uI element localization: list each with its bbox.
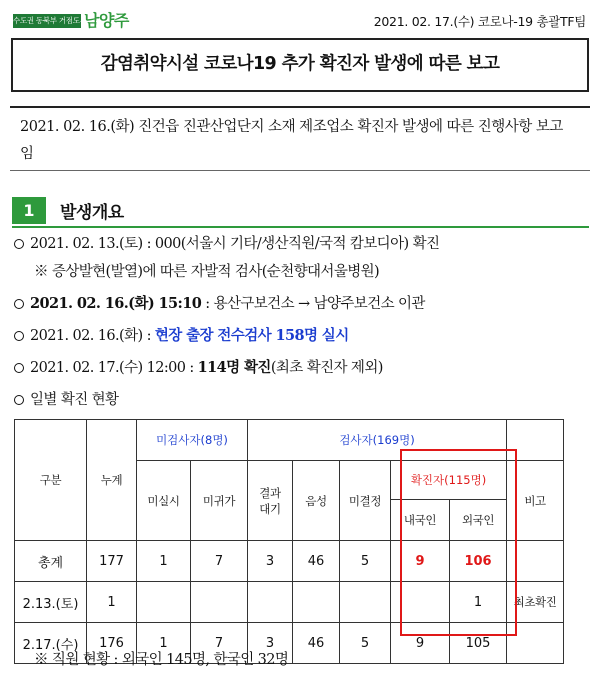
cell-undecided: 5: [340, 623, 391, 664]
section-underline: [12, 226, 589, 228]
cell-note: [507, 623, 564, 664]
section-number: 1: [12, 197, 46, 224]
header-domestic: 내국인: [391, 500, 450, 541]
document-title: 감염취약시설 코로나19 추가 확진자 발생에 따른 보고: [100, 54, 500, 74]
header-note: 비고: [507, 461, 564, 541]
staff-footnote: ※ 직원 현황 : 외국인 145명, 한국인 32명: [34, 652, 289, 668]
cell-total: 1: [87, 582, 137, 623]
bullet-onsite-test: 2021. 02. 16.(화) : 현장 출장 전수검사 158명 실시: [14, 324, 349, 345]
header-not-returned: 미귀가: [191, 461, 248, 541]
daily-cases-table: [14, 419, 564, 664]
cell-not-returned: 7: [191, 541, 248, 582]
bullet-transfer: 2021. 02. 16.(화) 15:10 : 용산구보건소 → 남양주보건소 이관: [14, 292, 425, 313]
cell-not-returned: [191, 582, 248, 623]
cell-domestic: [391, 582, 450, 623]
header-confirmed: 확진자(115명): [391, 461, 507, 500]
bullet-daily-status: 일별 확진 현황: [14, 388, 118, 409]
header-total: 누계: [87, 420, 137, 541]
header-blank: [507, 420, 564, 461]
cell-waiting: 3: [248, 541, 293, 582]
cell-total: 177: [87, 541, 137, 582]
bullet-first-case-note: ※ 증상발현(발열)에 따른 자발적 검사(순천향대서울병원): [34, 264, 380, 280]
header-untested: 미검사자(8명): [137, 420, 248, 461]
bullet-first-case: 2021. 02. 13.(토) : 000(서울시 기타/생산직원/국적 캄보디아) 확진: [14, 232, 439, 253]
cell-not-returned: 7: [191, 623, 248, 664]
cell-not-tested: 1: [137, 541, 191, 582]
cell-undecided: 5: [340, 541, 391, 582]
circle-bullet-icon: [14, 395, 24, 405]
city-logo-text: 남양주: [84, 11, 129, 30]
cell-foreign: 1: [450, 582, 507, 623]
cell-total: 176: [87, 623, 137, 664]
cell-foreign: 106: [450, 541, 507, 582]
intro-text: 2021. 02. 16.(화) 진건읍 진관산업단지 소재 제조업소 확진자 발생에 따른 진행사항 보고 임: [20, 119, 563, 162]
cell-foreign: 105: [450, 623, 507, 664]
cell-label: 2.17.(수): [15, 623, 87, 664]
table-row-0213: [15, 582, 564, 623]
header-foreign: 외국인: [450, 500, 507, 541]
header-date-team: 2021. 02. 17.(수) 코로나-19 총괄TF팀: [373, 14, 586, 29]
circle-bullet-icon: [14, 331, 24, 341]
intro-divider-bottom: [10, 170, 590, 171]
header-result-waiting: 결과 대기: [248, 461, 293, 541]
cell-undecided: [340, 582, 391, 623]
bullet-confirmed: 2021. 02. 17.(수) 12:00 : 114명 확진(최초 확진자 제외): [14, 356, 383, 377]
header-undecided: 미결정: [340, 461, 391, 541]
cell-negative: [293, 582, 340, 623]
cell-negative: 46: [293, 623, 340, 664]
circle-bullet-icon: [14, 299, 24, 309]
cell-note: 최초확진: [507, 582, 564, 623]
cell-waiting: [248, 582, 293, 623]
cell-waiting: 3: [248, 623, 293, 664]
cell-domestic: 9: [391, 623, 450, 664]
circle-bullet-icon: [14, 363, 24, 373]
header-category: 구분: [15, 420, 87, 541]
section-title: 발생개요: [60, 203, 124, 223]
header-tested: 검사자(169명): [248, 420, 507, 461]
table-row-total: [15, 541, 564, 582]
circle-bullet-icon: [14, 239, 24, 249]
intro-divider-top: [10, 106, 590, 108]
cell-label: 총계: [15, 541, 87, 582]
cell-label: 2.13.(토): [15, 582, 87, 623]
header-not-tested: 미실시: [137, 461, 191, 541]
cell-note: [507, 541, 564, 582]
cell-domestic: 9: [391, 541, 450, 582]
city-badge: 수도권 동북부 거점도시: [13, 14, 81, 28]
cell-negative: 46: [293, 541, 340, 582]
header-negative: 음성: [293, 461, 340, 541]
cell-not-tested: 1: [137, 623, 191, 664]
cell-not-tested: [137, 582, 191, 623]
